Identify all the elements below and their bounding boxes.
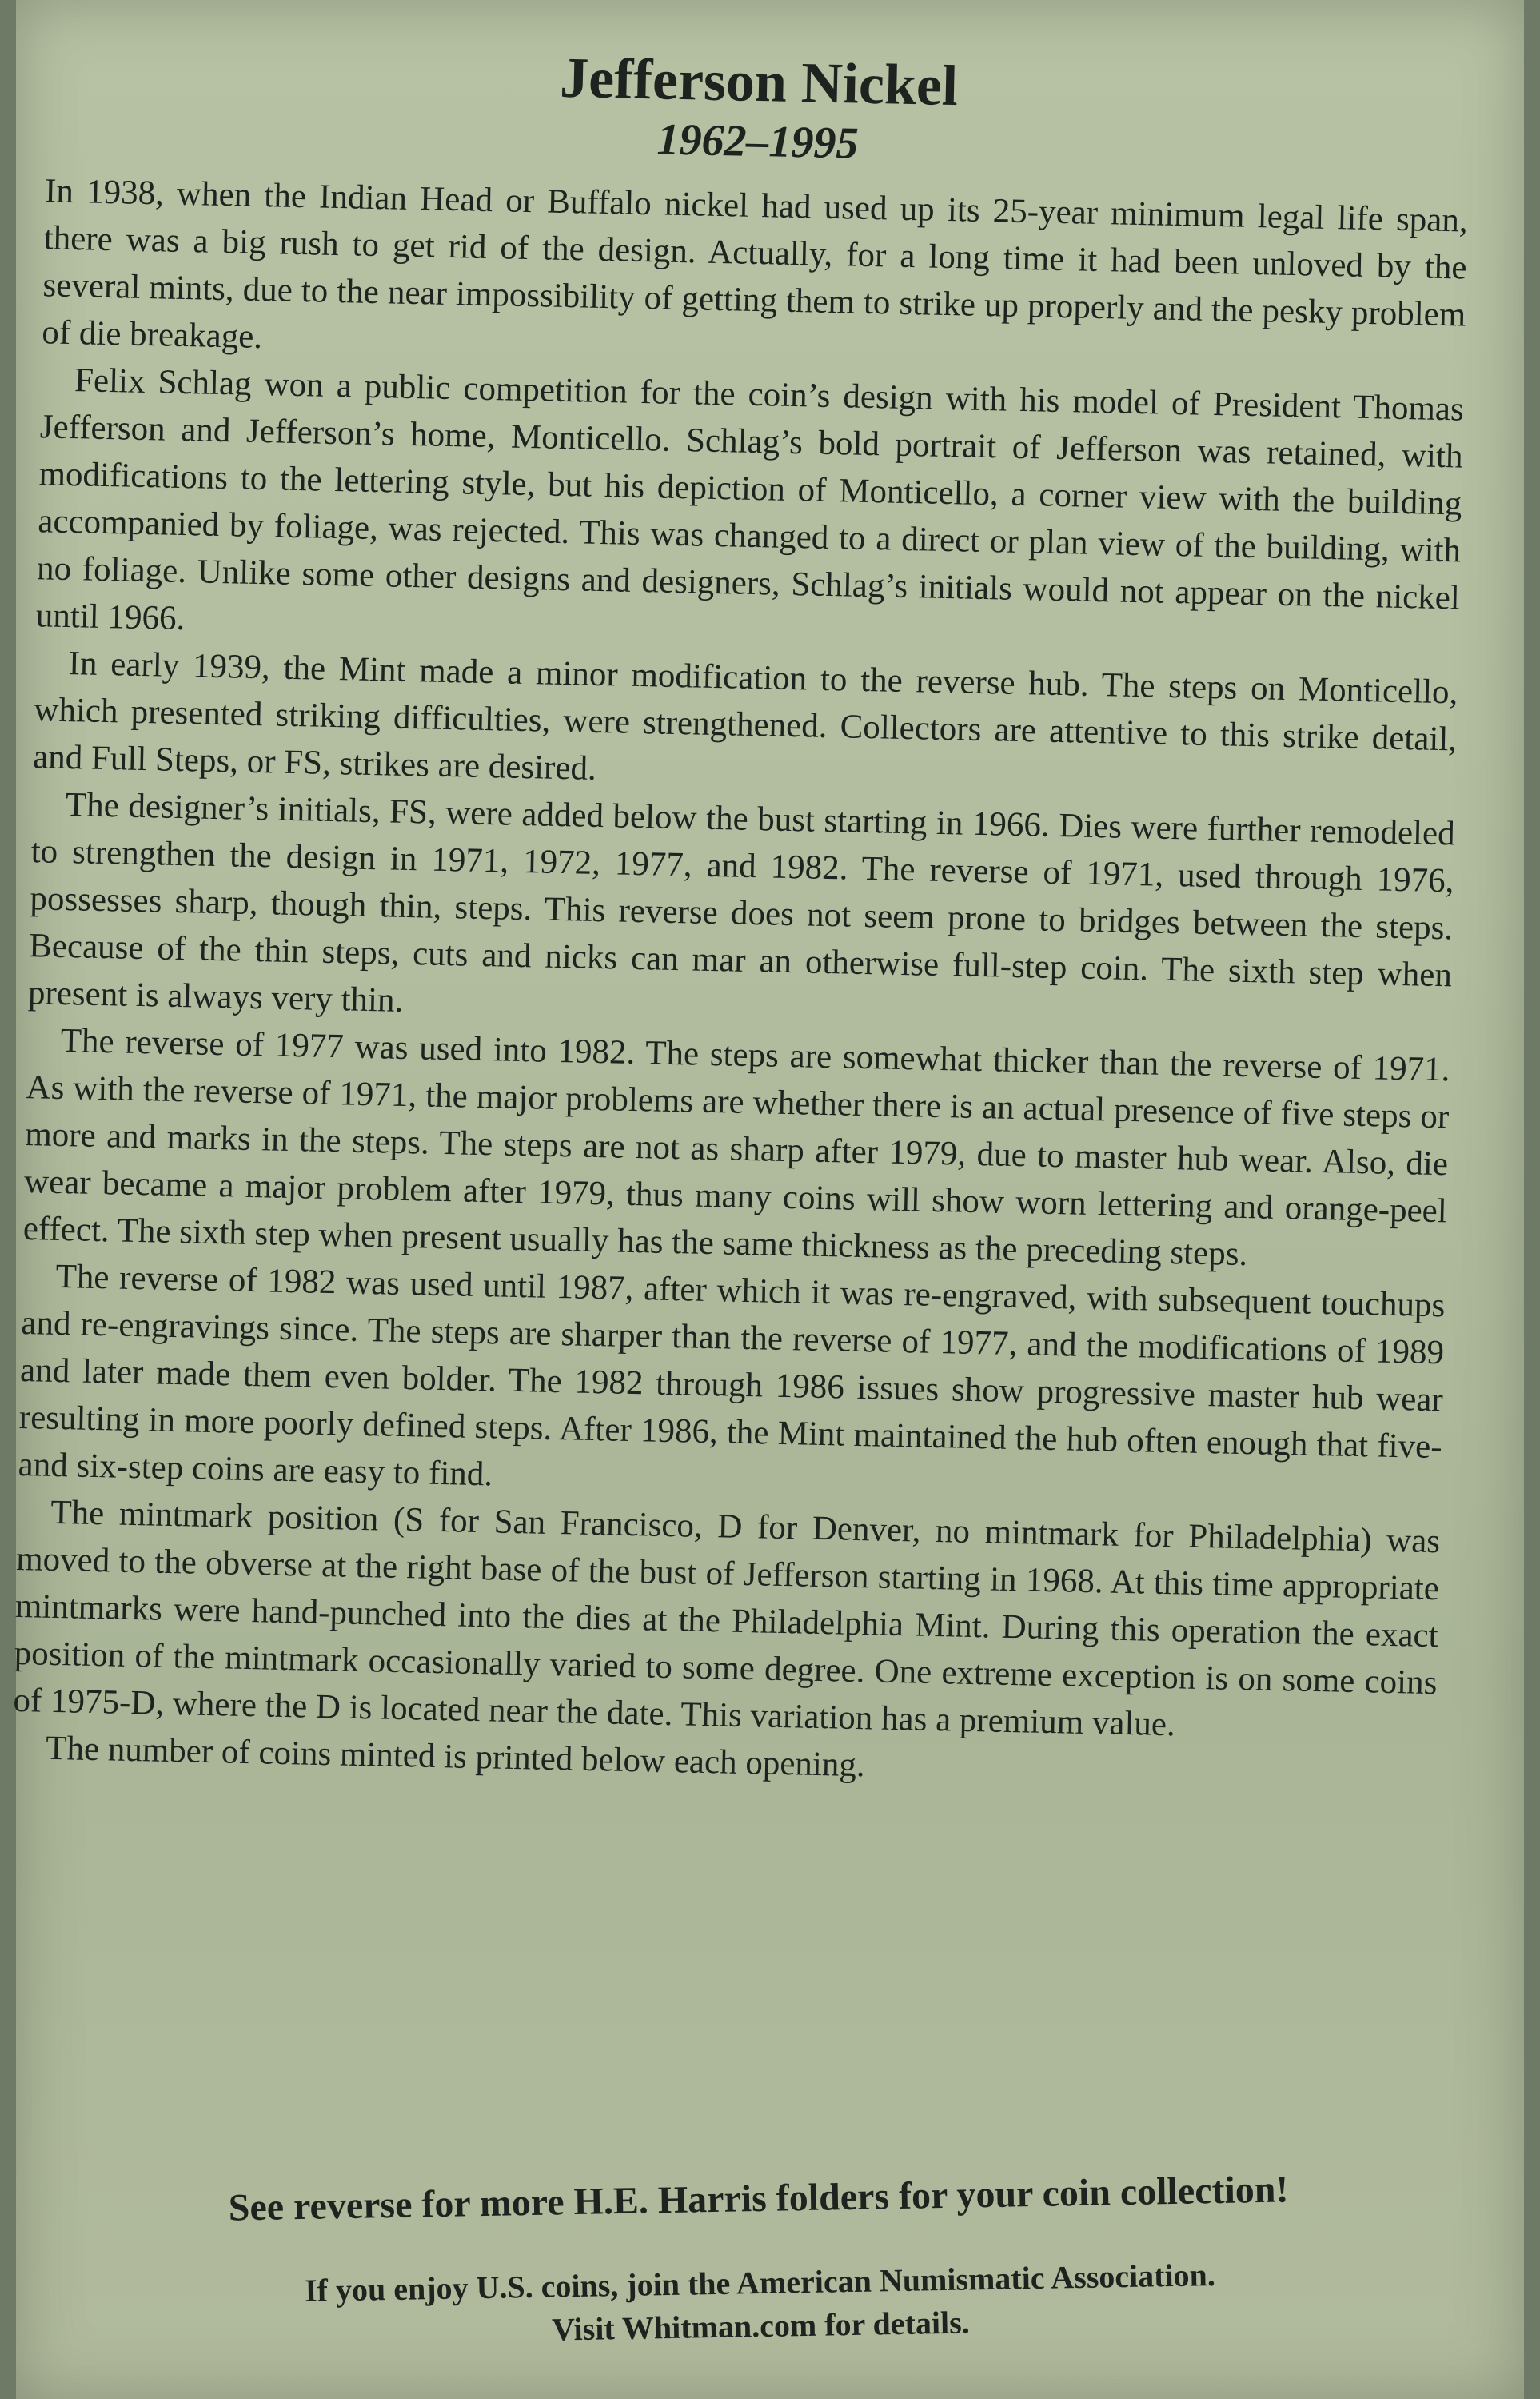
paragraph-designer-initials: The designer’s initials, FS, were added below the bust starting in 1966. Dies were further remodeled to strengthen the design in 1971, 1972, 1977, and 1982. The reverse of 1971, used through 1976, possesses sharp, though thin, steps. This reverse does not seem prone to bridges between the steps. Because of the thin steps, cuts and nicks can mar an otherwise full-step coin. The sixth step when present is always very thin. (27, 786, 1456, 1020)
promo-text: See reverse for more H.E. Harris folders for your coin collection! (228, 2168, 1289, 2229)
paragraph-intro: In 1938, when the Indian Head or Buffalo nickel had used up its 25-year minimum legal life span, there was a big rush to get rid of the design. Actually, for a long time it had been unloved by the several mints, due to the near impossibility of getting them to strike up properly and the pesky problem of die breakage. (41, 172, 1469, 357)
paragraph-coins-minted: The number of coins minted is printed below each opening. (45, 1729, 866, 1785)
footer (46, 2162, 1472, 2360)
article (12, 33, 1471, 1801)
paragraph-mintmark-position: The mintmark position (S for San Francisco, D for Denver, no mintmark for Philadelphia) was moved to the obverse at the right base of the bust of Jefferson starting in 1968. At this time appropriate mintmarks were hand-punched into the dies at the Philadelphia Mint. During this operation the exact position of the mintmark occasionally varied to some degree. One extreme exception is on some coins of 1975-D, where the D is located near the date. This variation has a premium value. (13, 1493, 1441, 1744)
paragraph-design-competition: Felix Schlag won a public competition for the coin’s design with his model of President Thomas Jefferson and Jefferson’s home, Monticello. Schlag’s bold portrait of Jefferson was retained, with modifications to the lettering style, but his depiction of Monticello, a corner view with the building accompanied by foliage, was rejected. This was changed to a direct or plan view of the building, with no foliage. Unlike some other designs and designers, Schlag’s initials would not appear on the nickel until 1966. (35, 361, 1465, 638)
article-body (12, 167, 1469, 1801)
paragraph-reverse-1982: The reverse of 1982 was used until 1987, after which it was re-engraved, with subsequent touchups and re-engravings since. The steps are sharper than the reverse of 1977, and the modifications of 1989 and later made them even bolder. The 1982 through 1986 issues show progressive master hub wear resulting in more poorly defined steps. After 1986, the Mint maintained the hub often enough that five- and six-step coins are easy to find. (18, 1257, 1446, 1494)
page-title: Jefferson Nickel (559, 45, 959, 118)
paragraph-reverse-1977: The reverse of 1977 was used into 1982. The steps are somewhat thicker than the reverse of 1971. As with the reverse of 1971, the major problems are whether there is an actual presence of five steps or more and marks in the steps. The steps are not as sharp after 1979, due to master hub wear. Also, die wear became a major problem after 1979, thus many coins will show worn lettering and orange-peel effect. The sixth step when present usually has the same thickness as the preceding steps. (22, 1021, 1450, 1274)
paragraph-1939-modification: In early 1939, the Mint made a minor modification to the reverse hub. The steps on Monticello, which presented striking difficulties, were strengthened. Collectors are attentive to this strike detail, and Full Steps, or FS, strikes are desired. (32, 645, 1458, 788)
year-range: 1962–1995 (656, 114, 860, 169)
whitman-line: Visit Whitman.com for details. (551, 2304, 971, 2348)
ana-line: If you enjoy U.S. coins, join the American Numismatic Association. (304, 2257, 1216, 2309)
folder-page (13, 0, 1524, 2399)
